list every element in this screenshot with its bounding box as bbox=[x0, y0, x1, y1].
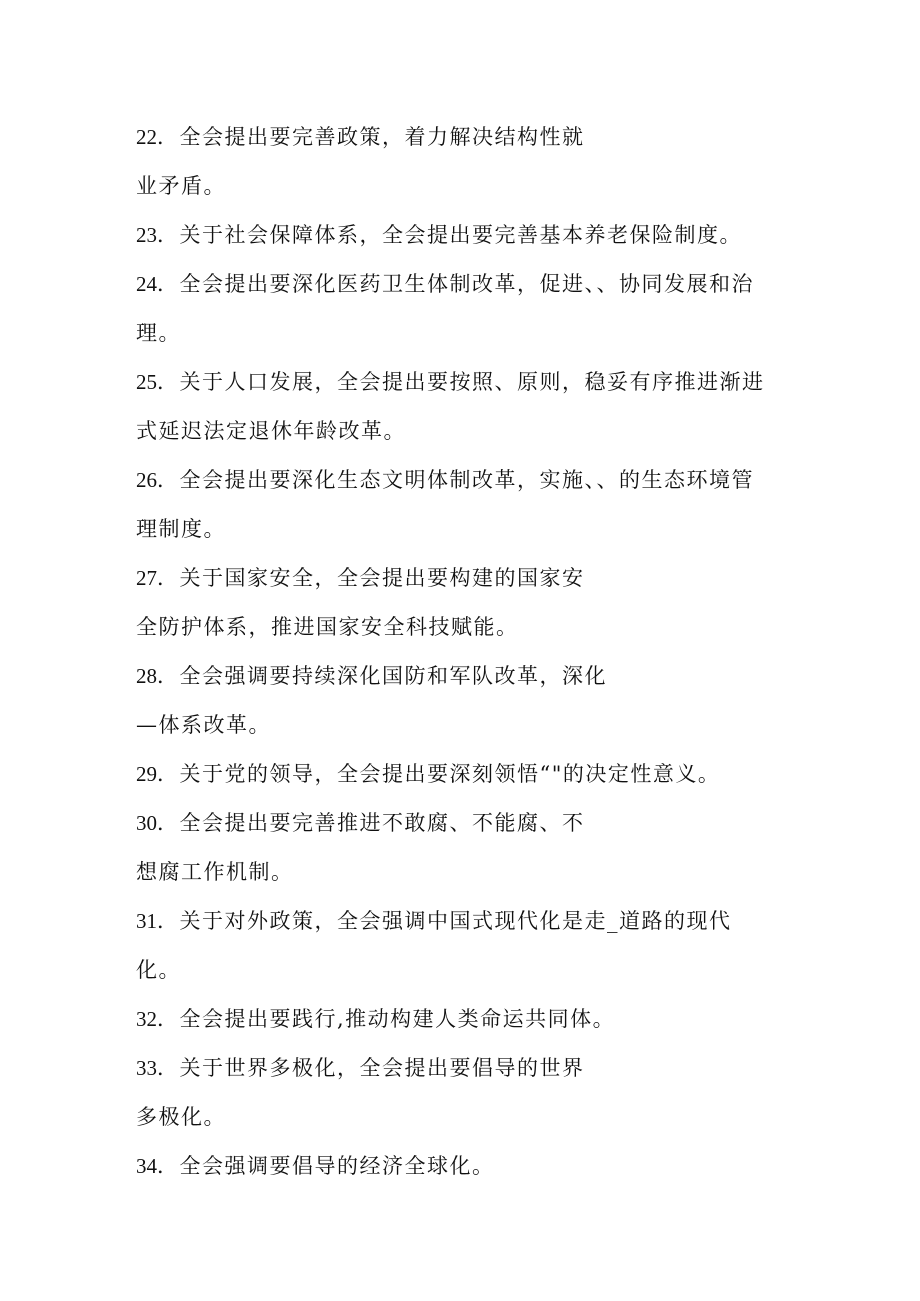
item-number: 30 bbox=[136, 811, 157, 835]
item-number: 24 bbox=[136, 272, 157, 296]
item-24-line-2: 理。 bbox=[136, 321, 181, 345]
item-34-line-1 bbox=[136, 1152, 495, 1180]
item-27-line-1 bbox=[136, 564, 585, 592]
item-28-line-2: —体系改革。 bbox=[136, 713, 271, 737]
item-32-line-1 bbox=[136, 1005, 615, 1033]
item-number: 33 bbox=[136, 1056, 157, 1080]
item-30-line-2: 想腐工作机制。 bbox=[136, 860, 294, 884]
item-text: ．关于国家安全，全会提出要构建的国家安 bbox=[157, 566, 585, 590]
item-number: 23 bbox=[136, 223, 157, 247]
item-number: 22 bbox=[136, 125, 157, 149]
item-text: ．全会提出要完善推进不敢腐、不能腐、不 bbox=[157, 811, 585, 835]
item-text: ．关于人口发展，全会提出要按照、原则，稳妥有序推进渐进 bbox=[157, 370, 765, 394]
item-number: 29 bbox=[136, 762, 157, 786]
item-26-line-1 bbox=[136, 466, 754, 494]
item-text: ．全会强调要持续深化国防和军队改革，深化 bbox=[157, 664, 607, 688]
item-number: 25 bbox=[136, 370, 157, 394]
item-text: ．全会提出要完善政策，着力解决结构性就 bbox=[157, 125, 585, 149]
item-text: ．全会提出要深化生态文明体制改革，实施、、的生态环境管 bbox=[157, 468, 754, 492]
item-24-line-1 bbox=[136, 270, 754, 298]
item-number: 26 bbox=[136, 468, 157, 492]
item-33-line-2: 多极化。 bbox=[136, 1105, 226, 1129]
item-27-line-2: 全防护体系，推进国家安全科技赋能。 bbox=[136, 615, 519, 639]
item-text: ．关于世界多极化，全会提出要倡导的世界 bbox=[157, 1056, 585, 1080]
item-26-line-2: 理制度。 bbox=[136, 517, 226, 541]
item-31-line-2: 化。 bbox=[136, 958, 181, 982]
item-25-line-2: 式延迟法定退休年龄改革。 bbox=[136, 419, 406, 443]
item-number: 28 bbox=[136, 664, 157, 688]
item-31-line-1 bbox=[136, 907, 732, 935]
item-28-line-1 bbox=[136, 662, 607, 690]
item-text: ．关于党的领导，全会提出要深刻领悟“"的决定性意义。 bbox=[157, 762, 721, 786]
item-22-line-2: 业矛盾。 bbox=[136, 174, 226, 198]
item-text: ．关于社会保障体系，全会提出要完善基本养老保险制度。 bbox=[157, 223, 742, 247]
item-number: 32 bbox=[136, 1007, 157, 1031]
item-text: ．全会提出要深化医药卫生体制改革，促进、、协同发展和治 bbox=[157, 272, 754, 296]
item-number: 31 bbox=[136, 909, 157, 933]
item-33-line-1 bbox=[136, 1054, 585, 1082]
item-22-line-1 bbox=[136, 123, 585, 151]
item-text: ．关于对外政策，全会强调中国式现代化是走_道路的现代 bbox=[157, 909, 732, 933]
item-25-line-1 bbox=[136, 368, 765, 396]
item-number: 27 bbox=[136, 566, 157, 590]
item-23-line-1 bbox=[136, 221, 742, 249]
item-text: ．全会强调要倡导的经济全球化。 bbox=[157, 1154, 495, 1178]
item-number: 34 bbox=[136, 1154, 157, 1178]
item-29-line-1 bbox=[136, 760, 720, 788]
item-text: ．全会提出要践行,推动构建人类命运共同体。 bbox=[157, 1007, 616, 1031]
item-30-line-1 bbox=[136, 809, 585, 837]
